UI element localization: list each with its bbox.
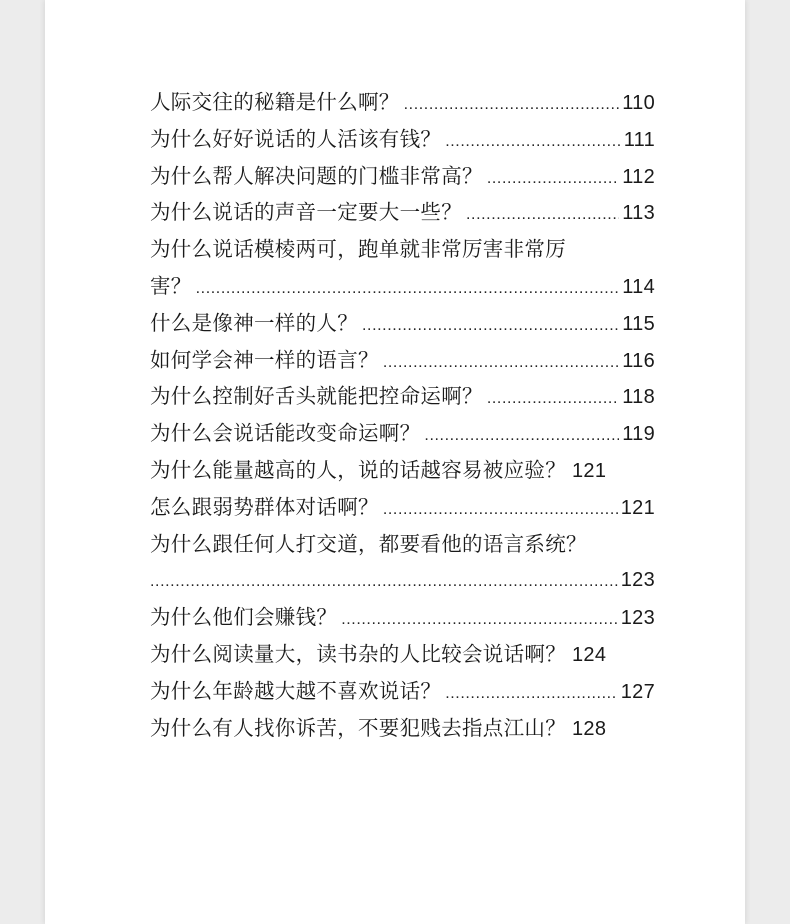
toc-entry [150, 84, 655, 121]
dot-leader [445, 124, 620, 161]
toc-entry-title: 如何学会神一样的语言？ [150, 347, 379, 372]
table-of-contents [150, 84, 655, 746]
toc-entry [150, 452, 655, 489]
toc-entry [150, 710, 655, 747]
toc-entry-title: 为什么他们会赚钱？ [150, 605, 338, 630]
dot-leader [362, 308, 619, 345]
toc-entry-page: 127 [620, 680, 655, 703]
toc-entry-title-line1: 为什么跟任何人打交道，都要看他的语言系统？ [150, 531, 587, 556]
dot-leader [383, 345, 619, 382]
toc-entry-page: 121 [572, 459, 607, 482]
toc-entry-page: 115 [622, 312, 655, 335]
toc-entry-page: 121 [620, 496, 655, 519]
toc-entry-title: 人际交往的秘籍是什么啊？ [150, 90, 400, 114]
toc-entry-title: 为什么能量越高的人，说的话越容易被应验？ [150, 457, 566, 482]
toc-entry-title: 为什么帮人解决问题的门槛非常高？ [150, 163, 483, 188]
toc-entry [150, 489, 655, 526]
toc-entry [150, 305, 655, 342]
toc-entry [150, 526, 655, 600]
toc-entry-page: 110 [622, 92, 655, 114]
toc-entry [150, 121, 655, 158]
toc-entry [150, 599, 655, 636]
toc-entry-title: 怎么跟弱势群体对话啊？ [150, 494, 379, 519]
toc-entry-page: 114 [622, 275, 655, 298]
toc-entry-title: 为什么有人找你诉苦，不要犯贱去指点江山？ [150, 715, 566, 740]
toc-entry-page: 111 [623, 128, 655, 151]
dot-leader [150, 564, 618, 601]
toc-entry-page: 124 [572, 643, 607, 666]
dot-leader [341, 602, 618, 639]
toc-entry-page: 123 [620, 569, 655, 592]
toc-entry-title-line2: 害？ [150, 273, 192, 298]
toc-entry-page: 112 [622, 165, 655, 188]
toc-entry [150, 194, 655, 231]
document-page [45, 0, 745, 924]
toc-entry-title: 为什么会说话能改变命运啊？ [150, 421, 421, 446]
toc-entry [150, 342, 655, 379]
toc-entry [150, 158, 655, 195]
toc-entry [150, 231, 655, 305]
toc-entry-page: 116 [622, 349, 655, 372]
toc-entry-title: 为什么阅读量大，读书杂的人比较会说话啊？ [150, 641, 566, 666]
toc-entry-page: 123 [620, 607, 655, 630]
toc-entry-title: 为什么说话的声音一定要大一些？ [150, 200, 462, 225]
toc-entry-title: 为什么控制好舌头就能把控命运啊？ [150, 384, 483, 409]
toc-entry-page: 119 [622, 423, 655, 446]
toc-entry [150, 415, 655, 452]
toc-entry-title: 什么是像神一样的人？ [150, 310, 358, 335]
toc-entry-title-line1: 为什么说话模棱两可，跑单就非常厉害非常厉 [150, 237, 566, 262]
toc-entry-title: 为什么好好说话的人活该有钱？ [150, 126, 442, 151]
toc-entry-page: 113 [622, 202, 655, 225]
dot-leader [445, 676, 618, 713]
toc-entry-page: 118 [622, 386, 655, 409]
toc-entry [150, 378, 655, 415]
toc-entry [150, 636, 655, 673]
toc-entry [150, 673, 655, 710]
toc-entry-title: 为什么年龄越大越不喜欢说话？ [150, 678, 442, 703]
dot-leader [404, 87, 620, 124]
dot-leader [466, 197, 619, 234]
dot-leader [487, 161, 619, 198]
dot-leader [383, 492, 618, 529]
dot-leader [424, 418, 619, 455]
dot-leader [487, 381, 619, 418]
dot-leader [196, 271, 620, 308]
toc-entry-page: 128 [572, 717, 607, 740]
